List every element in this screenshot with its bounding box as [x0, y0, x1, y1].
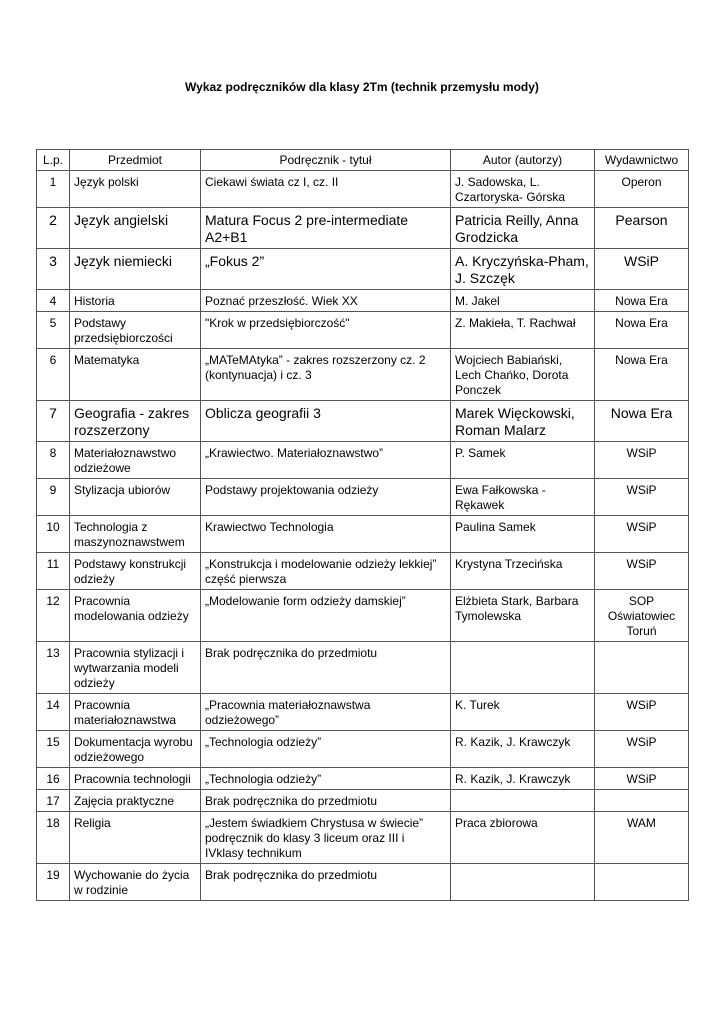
textbook-table [36, 149, 689, 901]
author-cell [451, 790, 595, 812]
publisher-cell: WSiP [595, 694, 689, 731]
subject-cell: Wychowanie do życia w rodzinie [70, 864, 201, 901]
publisher-cell: Pearson [595, 208, 689, 249]
publisher-cell: Nowa Era [595, 349, 689, 401]
publisher-cell [595, 864, 689, 901]
book-title-cell: Oblicza geografii 3 [201, 401, 451, 442]
author-cell: R. Kazik, J. Krawczyk [451, 731, 595, 768]
author-cell: Z. Makieła, T. Rachwał [451, 312, 595, 349]
book-title-cell: „Fokus 2” [201, 249, 451, 290]
document-title: Wykaz podręczników dla klasy 2Tm (technik przemysłu mody) [185, 80, 539, 94]
row-number: 2 [37, 208, 70, 249]
subject-cell: Język niemiecki [70, 249, 201, 290]
book-title-cell: Podstawy projektowania odzieży [201, 479, 451, 516]
row-number: 12 [37, 590, 70, 642]
header-author: Autor (autorzy) [451, 150, 595, 171]
publisher-cell: Nowa Era [595, 312, 689, 349]
author-cell: Marek Więckowski, Roman Malarz [451, 401, 595, 442]
book-title-cell: Brak podręcznika do przedmiotu [201, 642, 451, 694]
book-title-cell: Brak podręcznika do przedmiotu [201, 790, 451, 812]
table-row [37, 642, 689, 694]
table-row [37, 864, 689, 901]
table-row [37, 401, 689, 442]
author-cell [451, 864, 595, 901]
book-title-cell: Matura Focus 2 pre-intermediate A2+B1 [201, 208, 451, 249]
publisher-cell: Nowa Era [595, 401, 689, 442]
subject-cell: Dokumentacja wyrobu odzieżowego [70, 731, 201, 768]
book-title-cell: Krawiectwo Technologia [201, 516, 451, 553]
author-cell: A. Kryczyńska-Pham, J. Szczęk [451, 249, 595, 290]
table-row [37, 442, 689, 479]
author-cell: Wojciech Babiański, Lech Chańko, Dorota Ponczek [451, 349, 595, 401]
author-cell: R. Kazik, J. Krawczyk [451, 768, 595, 790]
publisher-cell: Nowa Era [595, 290, 689, 312]
header-subject: Przedmiot [70, 150, 201, 171]
table-row [37, 812, 689, 864]
subject-cell: Stylizacja ubiorów [70, 479, 201, 516]
subject-cell: Pracownia stylizacji i wytwarzania modeli odzieży [70, 642, 201, 694]
row-number: 8 [37, 442, 70, 479]
publisher-cell: WSiP [595, 516, 689, 553]
book-title-cell: Ciekawi świata cz I, cz. II [201, 171, 451, 208]
author-cell: Ewa Fałkowska - Rękawek [451, 479, 595, 516]
row-number: 3 [37, 249, 70, 290]
publisher-cell: Operon [595, 171, 689, 208]
author-cell: Praca zbiorowa [451, 812, 595, 864]
header-book-title: Podręcznik - tytuł [201, 150, 451, 171]
row-number: 4 [37, 290, 70, 312]
author-cell: Krystyna Trzecińska [451, 553, 595, 590]
table-row [37, 249, 689, 290]
publisher-cell: WSiP [595, 442, 689, 479]
row-number: 9 [37, 479, 70, 516]
row-number: 16 [37, 768, 70, 790]
publisher-cell [595, 790, 689, 812]
table-row [37, 516, 689, 553]
subject-cell: Historia [70, 290, 201, 312]
row-number: 6 [37, 349, 70, 401]
row-number: 7 [37, 401, 70, 442]
row-number: 10 [37, 516, 70, 553]
table-header-row [37, 150, 689, 171]
row-number: 17 [37, 790, 70, 812]
subject-cell: Podstawy przedsiębiorczości [70, 312, 201, 349]
header-lp: L.p. [37, 150, 70, 171]
subject-cell: Geografia - zakres rozszerzony [70, 401, 201, 442]
row-number: 18 [37, 812, 70, 864]
row-number: 1 [37, 171, 70, 208]
subject-cell: Pracownia materiałoznawstwa [70, 694, 201, 731]
table-row [37, 590, 689, 642]
author-cell: Paulina Samek [451, 516, 595, 553]
publisher-cell: WSiP [595, 731, 689, 768]
publisher-cell: WSiP [595, 249, 689, 290]
book-title-cell: „Technologia odzieży” [201, 731, 451, 768]
publisher-cell [595, 642, 689, 694]
table-row [37, 171, 689, 208]
author-cell: P. Samek [451, 442, 595, 479]
table-row [37, 479, 689, 516]
subject-cell: Zajęcia praktyczne [70, 790, 201, 812]
table-row [37, 208, 689, 249]
table-row [37, 694, 689, 731]
table-row [37, 790, 689, 812]
subject-cell: Pracownia technologii [70, 768, 201, 790]
row-number: 19 [37, 864, 70, 901]
table-row [37, 731, 689, 768]
table-row [37, 312, 689, 349]
book-title-cell: Poznać przeszłość. Wiek XX [201, 290, 451, 312]
book-title-cell: „Jestem świadkiem Chrystusa w świecie” podręcznik do klasy 3 liceum oraz III i IVklasy technikum [201, 812, 451, 864]
author-cell: K. Turek [451, 694, 595, 731]
book-title-cell: Brak podręcznika do przedmiotu [201, 864, 451, 901]
book-title-cell: „MATeMAtyka” - zakres rozszerzony cz. 2 (kontynuacja) i cz. 3 [201, 349, 451, 401]
row-number: 14 [37, 694, 70, 731]
table-row [37, 349, 689, 401]
book-title-cell: „Pracownia materiałoznawstwa odzieżowego” [201, 694, 451, 731]
publisher-cell: WSiP [595, 768, 689, 790]
table-row [37, 768, 689, 790]
table-row [37, 553, 689, 590]
row-number: 15 [37, 731, 70, 768]
publisher-cell: WSiP [595, 479, 689, 516]
subject-cell: Język angielski [70, 208, 201, 249]
header-publisher: Wydawnictwo [595, 150, 689, 171]
subject-cell: Matematyka [70, 349, 201, 401]
author-cell: J. Sadowska, L. Czartoryska- Górska [451, 171, 595, 208]
subject-cell: Religia [70, 812, 201, 864]
book-title-cell: "Krok w przedsiębiorczość" [201, 312, 451, 349]
subject-cell: Technologia z maszynoznawstwem [70, 516, 201, 553]
row-number: 11 [37, 553, 70, 590]
book-title-cell: „Krawiectwo. Materiałoznawstwo” [201, 442, 451, 479]
subject-cell: Język polski [70, 171, 201, 208]
row-number: 13 [37, 642, 70, 694]
book-title-cell: „Modelowanie form odzieży damskiej” [201, 590, 451, 642]
publisher-cell: SOP Oświatowiec Toruń [595, 590, 689, 642]
author-cell: Patricia Reilly, Anna Grodzicka [451, 208, 595, 249]
book-title-cell: „Technologia odzieży” [201, 768, 451, 790]
author-cell: M. Jakel [451, 290, 595, 312]
author-cell: Elżbieta Stark, Barbara Tymolewska [451, 590, 595, 642]
subject-cell: Materiałoznawstwo odzieżowe [70, 442, 201, 479]
publisher-cell: WAM [595, 812, 689, 864]
publisher-cell: WSiP [595, 553, 689, 590]
row-number: 5 [37, 312, 70, 349]
table-row [37, 290, 689, 312]
subject-cell: Pracownia modelowania odzieży [70, 590, 201, 642]
book-title-cell: „Konstrukcja i modelowanie odzieży lekkiej” część pierwsza [201, 553, 451, 590]
subject-cell: Podstawy konstrukcji odzieży [70, 553, 201, 590]
author-cell [451, 642, 595, 694]
